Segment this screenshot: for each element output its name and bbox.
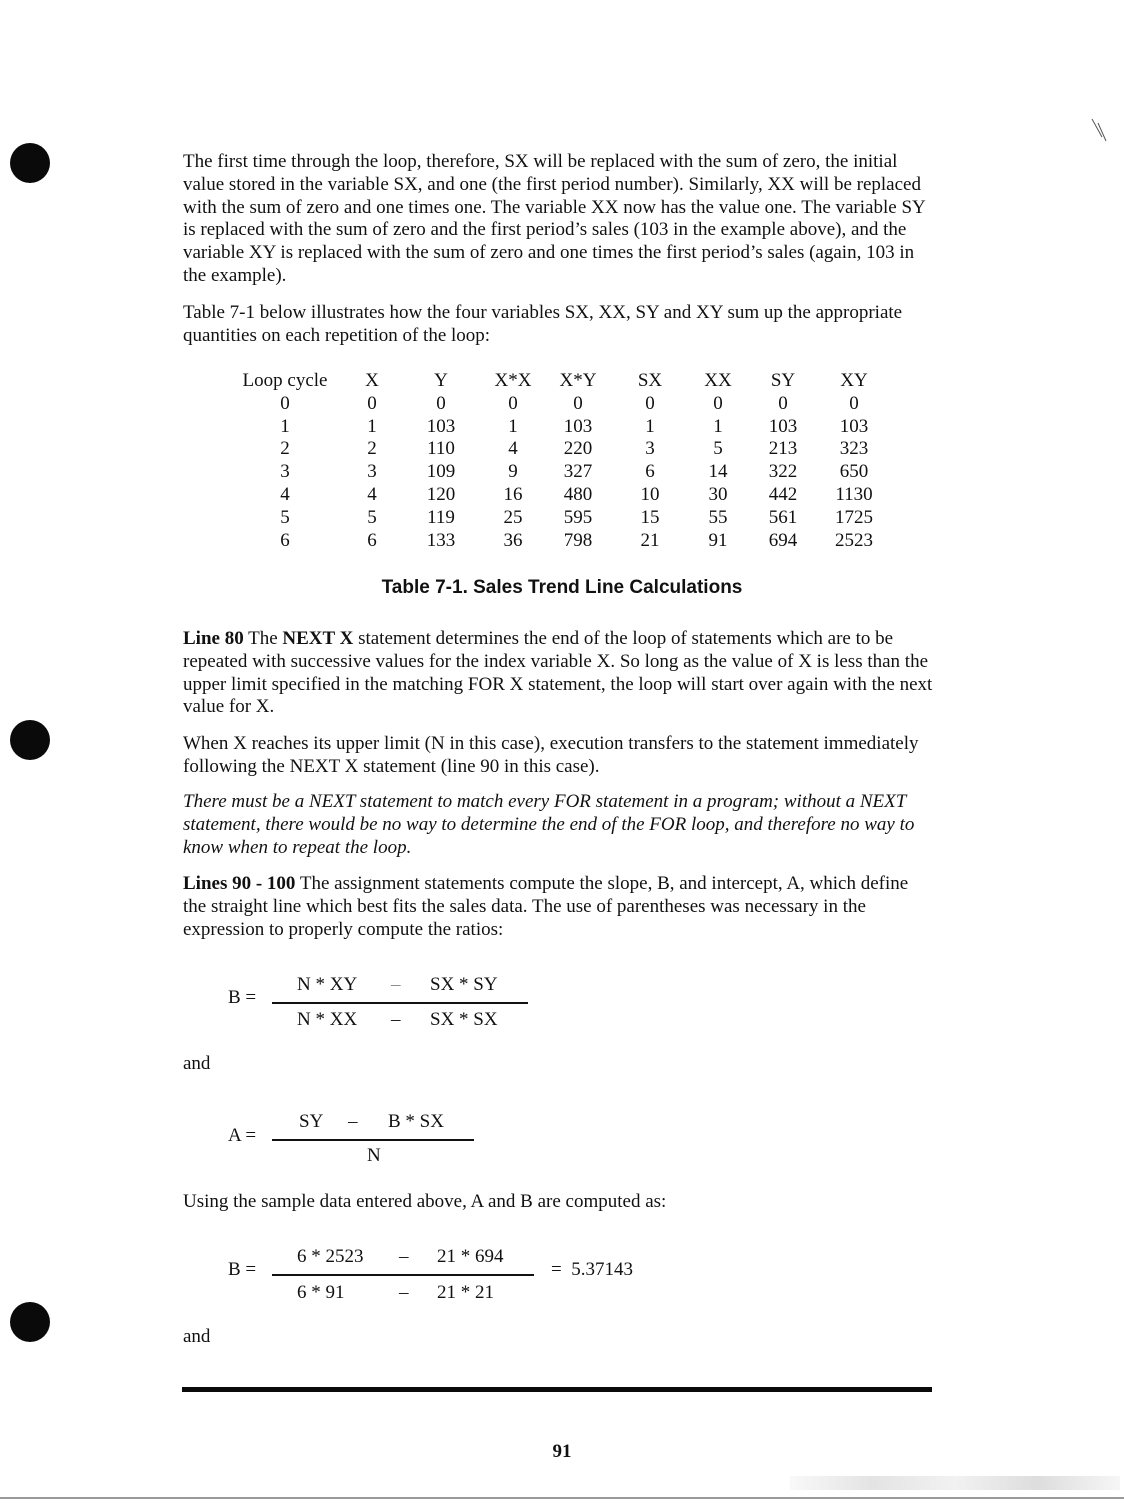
b-formula-fraction-bar: [272, 1002, 528, 1004]
a-formula-num-a: SY: [299, 1111, 324, 1132]
cell-x-times-x: 0: [508, 392, 518, 414]
b-formula-num-b: SX * SY: [430, 974, 498, 995]
cell-x: 4: [367, 484, 377, 505]
cell-y: 119: [427, 506, 455, 528]
cell-x-times-y: 103: [563, 415, 593, 437]
lines-90-100-text: The assignment statements compute the slope, B, and intercept, A, which define the straight line which best fits the sales data. The use of parentheses was necessary in the expression to properly compute the ratios:: [183, 873, 909, 940]
paragraph-lines-90-100: [183, 873, 933, 941]
cell-sx: 3: [645, 438, 655, 460]
cell-x: X: [365, 370, 379, 391]
cell-sy: 322: [768, 461, 798, 483]
b-value-num-a: 6 * 2523: [297, 1246, 364, 1267]
cell-y: 110: [427, 438, 455, 460]
line-80-pre: The: [243, 628, 283, 649]
cell-loop-cycle: 5: [280, 506, 290, 528]
cell-xy: 103: [839, 415, 869, 437]
cell-x: 0: [367, 392, 377, 414]
cell-sy: 561: [768, 506, 798, 528]
cell-y: 103: [426, 415, 456, 437]
cell-loop-cycle: 2: [280, 438, 290, 460]
b-value-lhs: B =: [228, 1259, 257, 1280]
cell-loop-cycle: Loop cycle: [242, 370, 328, 391]
page-number: 91: [552, 1441, 572, 1462]
cell-sx: 15: [640, 506, 660, 528]
scan-noise: [790, 1476, 1120, 1490]
cell-sy: SY: [770, 370, 796, 391]
paragraph-next-note: There must be a NEXT statement to match every FOR statement in a program; without a NEXT statement, there would be no way to determine the end of the FOR loop, and therefore no way to know when to repeat the loop.: [183, 791, 915, 858]
a-formula-fraction-bar: [272, 1139, 474, 1141]
scan-mark: [1088, 115, 1118, 145]
binder-hole-top: [10, 143, 50, 183]
b-formula-den-b: SX * SX: [430, 1009, 498, 1030]
cell-xy: 2523: [835, 529, 873, 551]
footer-rule: [182, 1387, 932, 1392]
cell-x: 2: [367, 438, 377, 460]
cell-sy: 0: [778, 392, 788, 414]
cell-loop-cycle: 3: [280, 461, 290, 483]
cell-sx: 0: [645, 392, 655, 414]
cell-sy: 103: [768, 415, 798, 437]
b-value-den-a: 6 * 91: [297, 1282, 345, 1303]
cell-xy: 0: [849, 392, 859, 414]
cell-x-times-y: X*Y: [559, 370, 597, 391]
b-value-num-op: –: [399, 1246, 409, 1267]
cell-sx: 6: [645, 461, 655, 483]
cell-x: 6: [367, 529, 377, 551]
cell-xx: 55: [708, 506, 728, 528]
cell-sy: 213: [768, 438, 798, 460]
a-formula-lhs: A =: [228, 1125, 257, 1146]
b-formula-num-op: –: [391, 974, 401, 995]
paragraph-table-intro: Table 7-1 below illustrates how the four variables SX, XX, SY and XY sum up the appropriate quantities on each repetition of the loop:: [183, 302, 903, 346]
cell-sy: 694: [768, 529, 798, 551]
cell-loop-cycle: 0: [280, 392, 290, 414]
b-formula-den-op: –: [391, 1009, 401, 1030]
cell-x-times-y: 798: [563, 529, 593, 551]
a-formula-num-b: B * SX: [388, 1111, 444, 1132]
cell-xx: XX: [704, 370, 732, 391]
cell-x: 3: [367, 461, 377, 483]
cell-x-times-y: 0: [573, 392, 583, 414]
paragraph-using-sample: Using the sample data entered above, A and B are computed as:: [183, 1191, 667, 1212]
cell-sy: 442: [768, 484, 798, 505]
cell-xy: 1130: [835, 484, 873, 505]
b-value-den-b: 21 * 21: [437, 1282, 494, 1303]
cell-x-times-x: 36: [503, 529, 523, 551]
cell-loop-cycle: 6: [280, 529, 290, 551]
cell-xx: 30: [708, 484, 728, 505]
b-formula-num-a: N * XY: [297, 974, 358, 995]
cell-x: 5: [367, 506, 377, 528]
b-value-fraction-bar: [272, 1274, 534, 1276]
cell-sx: 21: [640, 529, 660, 551]
paragraph-upper-limit: When X reaches its upper limit (N in this case), execution transfers to the statement immediately following the NEXT X statement (line 90 in this case).: [183, 733, 919, 777]
cell-xx: 1: [713, 415, 723, 437]
cell-xx: 14: [708, 461, 728, 483]
cell-xy: 650: [839, 461, 869, 483]
cell-x-times-x: 9: [508, 461, 518, 483]
binder-hole-bottom: [10, 1302, 50, 1342]
cell-x-times-x: 1: [508, 415, 518, 437]
cell-x-times-y: 220: [563, 438, 593, 460]
lines-90-100-label: Lines 90 - 100: [183, 873, 296, 894]
cell-y: 120: [426, 484, 456, 505]
b-formula-den-a: N * XX: [297, 1009, 358, 1030]
cell-x-times-x: 25: [503, 506, 523, 528]
cell-sx: SX: [637, 370, 663, 391]
a-formula-den: N: [367, 1145, 381, 1166]
binder-hole-middle: [10, 720, 50, 760]
paragraph-first-time: The first time through the loop, therefore, SX will be replaced with the sum of zero, the initial value stored in the variable SX, and one (the first period number). Similarly, XX will be replaced with the sum of zero and one times one. The variable XX now has the value one. The variable SY is replaced with the sum of zero and the first period’s sales (103 in the example above), and the variable XY is replaced with the sum of zero and one times the first period’s sales (again, 103 in the example).: [183, 151, 926, 286]
a-formula-num-op: –: [348, 1111, 358, 1132]
b-formula-lhs: B =: [228, 987, 257, 1008]
next-x-keyword: NEXT X: [282, 628, 354, 649]
cell-y: Y: [434, 370, 448, 391]
cell-y: 109: [426, 461, 456, 483]
line-80-text: statement determines the end of the loop of statements which are to be repeated with successive values for the index variable X. So long as the value of X is less than the upper limit specified in the matching FOR X statement, the loop will start over again with the next value for X.: [183, 628, 933, 718]
cell-xx: 0: [713, 392, 723, 414]
table-caption: Table 7-1. Sales Trend Line Calculations: [381, 577, 743, 598]
cell-x-times-y: 595: [563, 506, 593, 528]
cell-x-times-y: 327: [563, 461, 593, 483]
b-value-num-b: 21 * 694: [437, 1246, 504, 1267]
and-word-2: and: [183, 1326, 211, 1347]
line-80-label: Line 80: [183, 628, 244, 649]
cell-x-times-y: 480: [563, 484, 593, 505]
cell-sx: 1: [645, 415, 655, 437]
cell-xx: 5: [713, 438, 723, 460]
bottom-edge: [0, 1497, 1124, 1499]
cell-loop-cycle: 4: [280, 484, 290, 505]
cell-loop-cycle: 1: [280, 415, 290, 437]
cell-x-times-x: X*X: [494, 370, 532, 391]
cell-xy: 1725: [835, 506, 873, 528]
and-word-1: and: [183, 1053, 211, 1074]
cell-sx: 10: [640, 484, 660, 505]
cell-xx: 91: [708, 529, 728, 551]
cell-x-times-x: 4: [508, 438, 518, 460]
b-value-result: = 5.37143: [551, 1259, 633, 1280]
cell-x: 1: [367, 415, 377, 437]
cell-y: 133: [426, 529, 456, 551]
cell-xy: XY: [840, 370, 868, 391]
cell-xy: 323: [839, 438, 869, 460]
cell-x-times-x: 16: [503, 484, 523, 505]
b-value-den-op: –: [399, 1282, 409, 1303]
paragraph-line-80: [183, 628, 933, 719]
cell-y: 0: [436, 392, 446, 414]
